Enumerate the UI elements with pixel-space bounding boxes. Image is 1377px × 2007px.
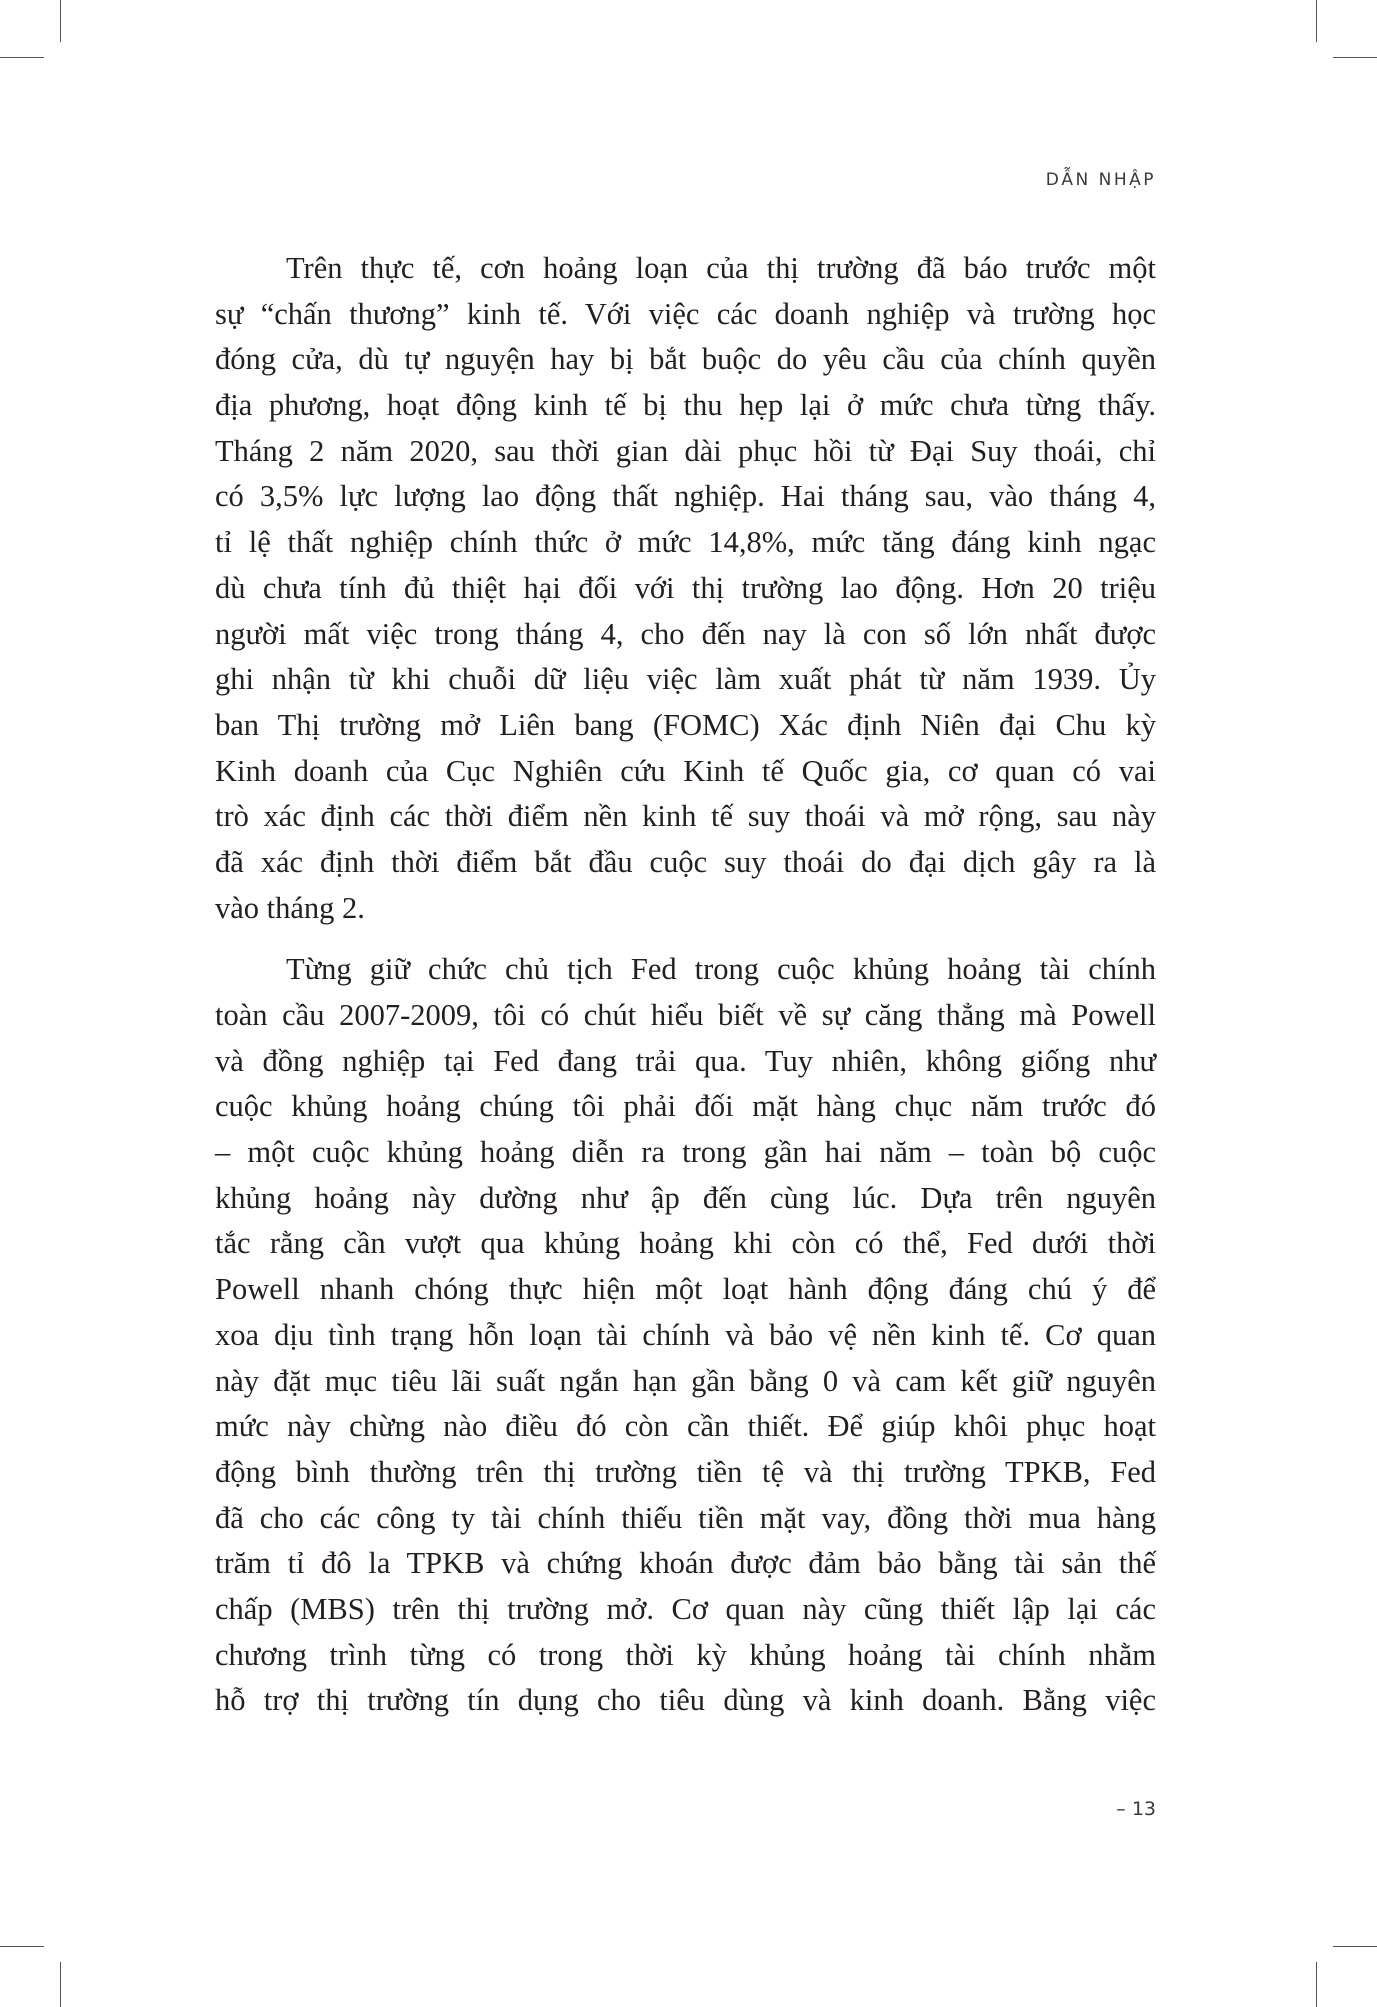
text-line: Powell nhanh chóng thực hiện một loạt hành động đáng chú ý để [215,1272,1156,1307]
text-line: người mất việc trong tháng 4, cho đến nay là con số lớn nhất được [215,616,1156,651]
crop-mark-top-left-horizontal [0,57,44,58]
paragraph [215,246,1156,931]
crop-mark-top-left-vertical [60,0,61,42]
text-line: dù chưa tính đủ thiệt hại đối với thị trường lao động. Hơn 20 triệu [215,570,1156,605]
text-line: vào tháng 2. [215,890,365,925]
crop-mark-top-right-vertical [1316,0,1317,42]
text-line: hỗ trợ thị trường tín dụng cho tiêu dùng và kinh doanh. Bằng việc [215,1683,1156,1718]
running-head: DẪN NHẬP [1045,170,1156,190]
text-line: trăm tỉ đô la TPKB và chứng khoán được đảm bảo bằng tài sản thế [215,1546,1156,1581]
text-line: chương trình từng có trong thời kỳ khủng hoảng tài chính nhằm [215,1637,1156,1672]
body-text [215,246,1156,1740]
crop-mark-bottom-left-vertical [60,1962,61,2007]
text-line: ghi nhận từ khi chuỗi dữ liệu việc làm xuất phát từ năm 1939. Ủy [215,662,1156,697]
text-line: chấp (MBS) trên thị trường mở. Cơ quan này cũng thiết lập lại các [215,1591,1156,1626]
text-line: động bình thường trên thị trường tiền tệ và thị trường TPKB, Fed [215,1454,1156,1489]
text-line: này đặt mục tiêu lãi suất ngắn hạn gần bằng 0 và cam kết giữ nguyên [215,1363,1156,1398]
text-line: Từng giữ chức chủ tịch Fed trong cuộc khủng hoảng tài chính [286,952,1156,987]
text-line: đã xác định thời điểm bắt đầu cuộc suy thoái do đại dịch gây ra là [215,844,1156,879]
text-line: địa phương, hoạt động kinh tế bị thu hẹp lại ở mức chưa từng thấy. [215,388,1156,423]
text-line: và đồng nghiệp tại Fed đang trải qua. Tuy nhiên, không giống như [215,1043,1156,1078]
text-line: tỉ lệ thất nghiệp chính thức ở mức 14,8%, mức tăng đáng kinh ngạc [215,525,1156,560]
text-line: trò xác định các thời điểm nền kinh tế suy thoái và mở rộng, sau này [215,799,1156,834]
text-line: mức này chừng nào điều đó còn cần thiết. Để giúp khôi phục hoạt [215,1409,1156,1444]
text-line: ban Thị trường mở Liên bang (FOMC) Xác định Niên đại Chu kỳ [215,707,1156,742]
text-line: Tháng 2 năm 2020, sau thời gian dài phục hồi từ Đại Suy thoái, chỉ [215,433,1156,468]
crop-mark-top-right-horizontal [1333,57,1377,58]
text-line: khủng hoảng này dường như ập đến cùng lúc. Dựa trên nguyên [215,1180,1156,1215]
text-line: Trên thực tế, cơn hoảng loạn của thị trường đã báo trước một [286,251,1156,285]
text-line: sự “chấn thương” kinh tế. Với việc các doanh nghiệp và trường học [215,296,1156,331]
text-line: tắc rằng cần vượt qua khủng hoảng khi còn có thể, Fed dưới thời [215,1226,1156,1261]
text-line: đóng cửa, dù tự nguyện hay bị bắt buộc do yêu cầu của chính quyền [215,342,1156,377]
text-line: cuộc khủng hoảng chúng tôi phải đối mặt hàng chục năm trước đó [215,1089,1156,1124]
paragraph [215,947,1156,1724]
text-line: toàn cầu 2007-2009, tôi có chút hiểu biết về sự căng thẳng mà Powell [215,998,1156,1032]
page-number: – 13 [1116,1798,1156,1820]
text-line: Kinh doanh của Cục Nghiên cứu Kinh tế Quốc gia, cơ quan có vai [215,753,1156,788]
text-line: – một cuộc khủng hoảng diễn ra trong gần hai năm – toàn bộ cuộc [215,1135,1156,1170]
text-line: đã cho các công ty tài chính thiếu tiền mặt vay, đồng thời mua hàng [215,1500,1156,1535]
crop-mark-bottom-left-horizontal [0,1946,44,1947]
text-line: xoa dịu tình trạng hỗn loạn tài chính và bảo vệ nền kinh tế. Cơ quan [215,1317,1156,1352]
text-line: có 3,5% lực lượng lao động thất nghiệp. Hai tháng sau, vào tháng 4, [215,479,1156,514]
crop-mark-bottom-right-vertical [1316,1962,1317,2007]
crop-mark-bottom-right-horizontal [1333,1946,1377,1947]
